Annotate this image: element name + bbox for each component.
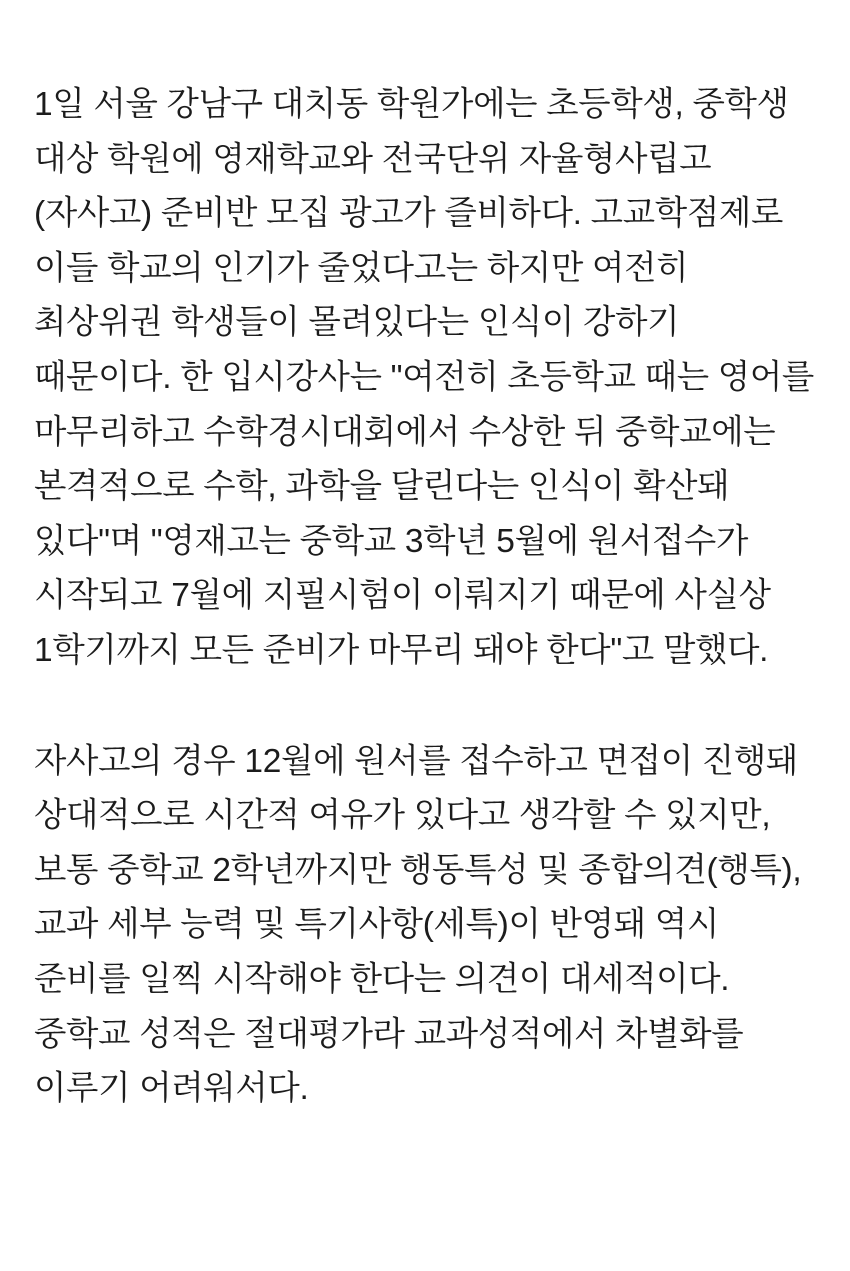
article-paragraph-1: 1일 서울 강남구 대치동 학원가에는 초등학생, 중학생 대상 학원에 영재학교와 전국단위 자율형사립고(자사고) 준비반 모집 광고가 즐비하다. 고교학점제로 이들 학교의 인기가 줄었다고는 하지만 여전히 최상위권 학생들이 몰려있다는 인식이 강하기 때문이다. 한 입시강사는 "여전히 초등학교 때는 영어를 마무리하고 수학경시대회에서 수상한 뒤 중학교에는 본격적으로 수학, 과학을 달린다는 인식이 확산돼 있다"며 "영재고는 중학교 3학년 5월에 원서접수가 시작되고 7월에 지필시험이 이뤄지기 때문에 사실상 1학기까지 모든 준비가 마무리 돼야 한다"고 말했다. bbox=[34, 86, 824, 669]
article-paragraph-2: 자사고의 경우 12월에 원서를 접수하고 면접이 진행돼 상대적으로 시간적 여유가 있다고 생각할 수 있지만, 보통 중학교 2학년까지만 행동특성 및 종합의견(행특), 교과 세부 능력 및 특기사항(세특)이 반영돼 역시 준비를 일찍 시작해야 한다는 의견이 대세적이다. 중학교 성적은 절대평가라 교과성적에서 차별화를 이루기 어려워서다. bbox=[34, 742, 811, 1108]
